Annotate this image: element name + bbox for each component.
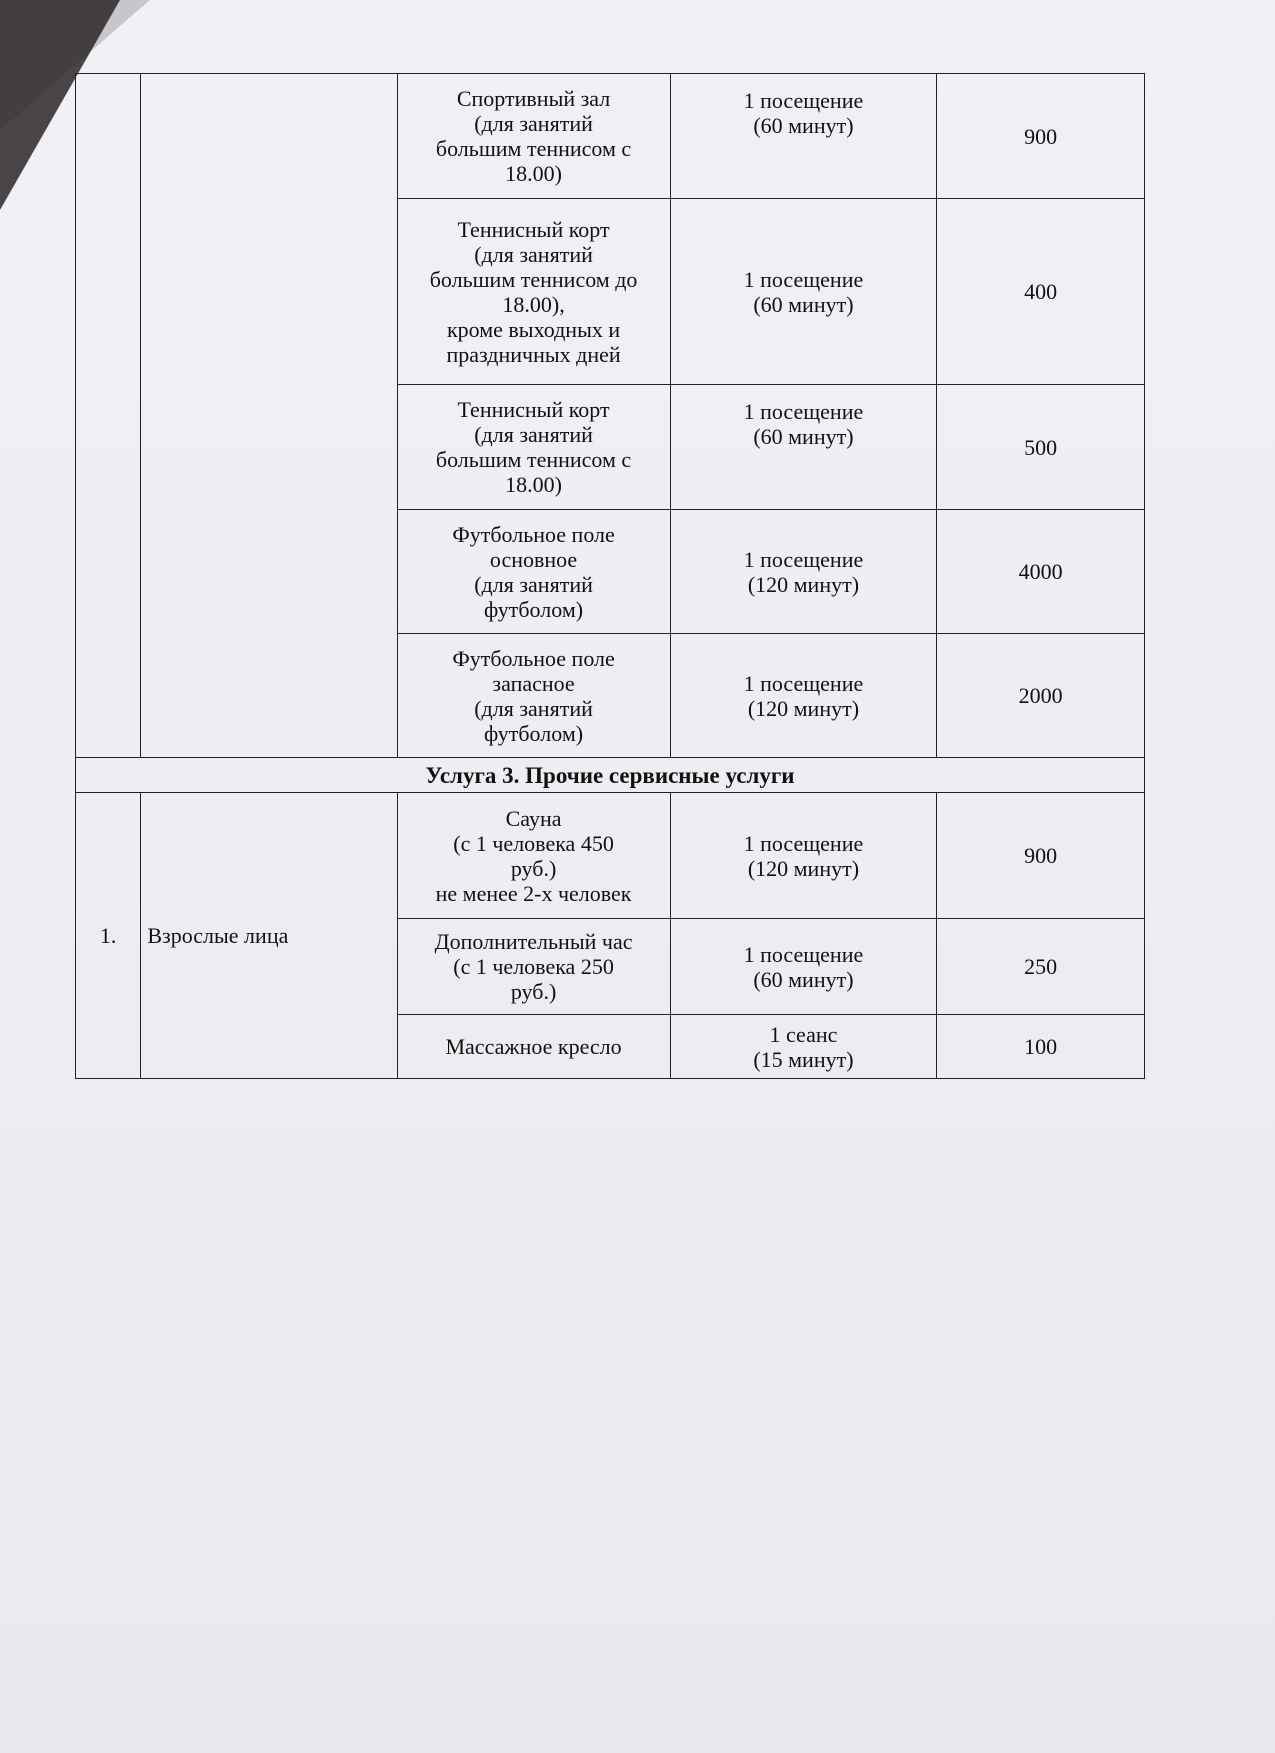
unit-text: (120 минут) xyxy=(747,571,860,597)
object-text: кроме выходных и xyxy=(446,316,621,342)
unit-text: (60 минут) xyxy=(753,424,854,449)
object-cell xyxy=(397,385,670,510)
unit-text: 1 посещение xyxy=(743,399,864,424)
object-text: 18.00), xyxy=(502,291,565,317)
object-text: Дополнительный час xyxy=(434,929,633,954)
object-text: Сауна xyxy=(505,805,562,831)
object-text: большим теннисом с xyxy=(435,136,632,161)
object-cell xyxy=(397,634,670,758)
object-cell xyxy=(397,1015,670,1079)
object-cell xyxy=(397,74,670,199)
section-row xyxy=(76,758,1145,793)
unit-text: (60 минут) xyxy=(753,113,854,138)
unit-text: (60 минут) xyxy=(753,291,854,317)
object-text: 18.00) xyxy=(505,161,562,186)
tariff-table xyxy=(75,73,1145,1079)
unit-cell xyxy=(670,634,937,758)
object-text: Спортивный зал xyxy=(456,86,611,111)
price-cell: 900 xyxy=(937,74,1145,199)
object-cell xyxy=(397,199,670,385)
object-text: Теннисный корт xyxy=(457,216,610,242)
price-cell: 500 xyxy=(937,385,1145,510)
unit-text: (120 минут) xyxy=(747,855,860,881)
object-text: (для занятий xyxy=(474,695,593,721)
unit-cell xyxy=(670,199,937,385)
group-number: 1. xyxy=(76,793,141,1079)
object-text: большим теннисом с xyxy=(435,447,632,472)
object-text: футболом) xyxy=(484,720,584,746)
object-text: Массажное кресло xyxy=(445,1034,622,1059)
category-cell-empty xyxy=(141,74,397,758)
object-text: (с 1 человека 450 xyxy=(453,830,614,856)
group-category: Взрослые лица xyxy=(141,793,397,1079)
object-text: праздничных дней xyxy=(446,341,621,367)
object-cell xyxy=(397,919,670,1015)
object-text: Футбольное поле xyxy=(452,645,615,671)
unit-text: 1 сеанс xyxy=(769,1021,838,1047)
unit-text: 1 посещение xyxy=(743,88,864,113)
object-cell xyxy=(397,510,670,634)
object-text: (для занятий xyxy=(474,571,593,597)
unit-text: (60 минут) xyxy=(753,966,854,992)
unit-text: 1 посещение xyxy=(743,670,864,696)
price-cell: 2000 xyxy=(937,634,1145,758)
unit-text: 1 посещение xyxy=(743,546,864,572)
unit-cell xyxy=(670,74,937,199)
unit-cell xyxy=(670,510,937,634)
object-text: основное xyxy=(489,546,578,572)
table-row xyxy=(76,793,1145,919)
unit-cell xyxy=(670,385,937,510)
object-text: руб.) xyxy=(510,855,557,881)
object-text: большим теннисом до xyxy=(429,266,638,292)
object-text: (для занятий xyxy=(474,111,593,136)
object-cell xyxy=(397,793,670,919)
object-text: (для занятий xyxy=(474,241,593,267)
price-cell: 250 xyxy=(937,919,1145,1015)
object-text: Теннисный корт xyxy=(457,397,610,422)
object-text: руб.) xyxy=(510,979,557,1004)
price-cell: 4000 xyxy=(937,510,1145,634)
object-text: не менее 2-х человек xyxy=(435,880,632,906)
object-text: запасное xyxy=(492,670,575,696)
unit-cell xyxy=(670,919,937,1015)
number-cell-empty xyxy=(76,74,141,758)
object-text: 18.00) xyxy=(505,472,562,497)
unit-cell xyxy=(670,1015,937,1079)
unit-text: 1 посещение xyxy=(743,830,864,856)
object-text: (с 1 человека 250 xyxy=(453,954,614,979)
price-cell: 100 xyxy=(937,1015,1145,1079)
unit-text: (15 минут) xyxy=(753,1046,854,1072)
object-text: Футбольное поле xyxy=(452,521,615,547)
unit-text: 1 посещение xyxy=(743,266,864,292)
price-cell: 900 xyxy=(937,793,1145,919)
section-title: Услуга 3. Прочие сервисные услуги xyxy=(76,758,1145,793)
object-text: футболом) xyxy=(484,596,584,622)
unit-cell xyxy=(670,793,937,919)
table-row xyxy=(76,74,1145,199)
unit-text: (120 минут) xyxy=(747,695,860,721)
object-text: (для занятий xyxy=(474,422,593,447)
unit-text: 1 посещение xyxy=(743,941,864,967)
price-cell: 400 xyxy=(937,199,1145,385)
